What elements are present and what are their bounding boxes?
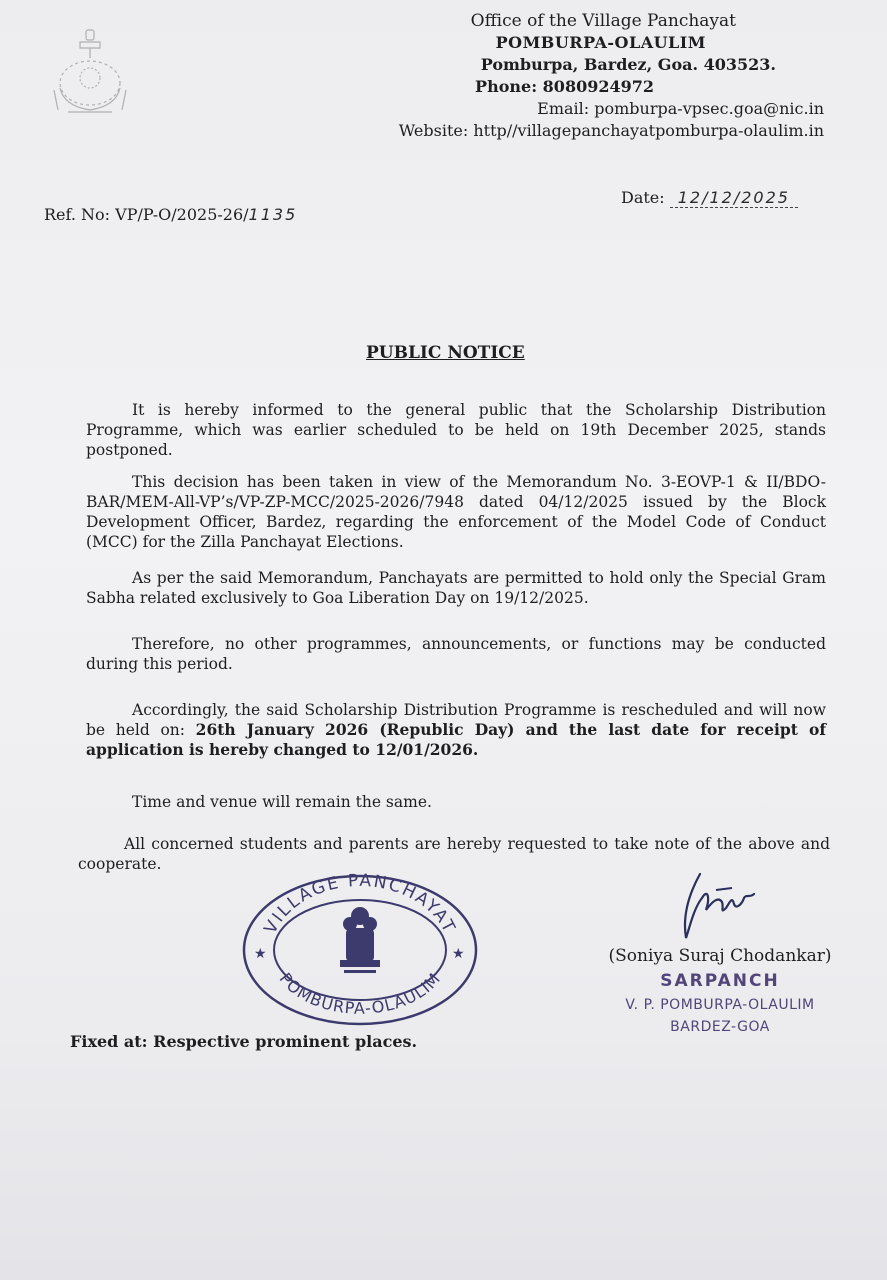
signatory-name: (Soniya Suraj Chodankar)	[608, 946, 832, 966]
paragraph-1: It is hereby informed to the general public that the Scholarship Distribution Programme, which was earlier scheduled to be held on 19th December 2025, stands postponed.	[86, 401, 826, 459]
website: Website: http//villagepanchayatpomburpa-olaulim.in	[398, 121, 824, 140]
paragraph-7: All concerned students and parents are hereby requested to take note of the above and cooperate.	[78, 835, 830, 873]
paragraph-3: As per the said Memorandum, Panchayats are permitted to hold only the Special Gram Sabha related exclusively to Goa Liberation Day on 19/12/2025.	[86, 569, 826, 607]
signatory-block	[592, 944, 848, 1038]
date-label: Date:	[621, 188, 665, 207]
phone: Phone: 8080924972	[475, 77, 654, 96]
signatory-org-line-1: V. P. POMBURPA-OLAULIM	[625, 997, 815, 1013]
address: Pomburpa, Bardez, Goa. 403523.	[480, 55, 776, 74]
reference-handwritten-number: 1135	[248, 205, 298, 224]
signature-icon	[672, 868, 762, 948]
date-handwritten-value: 12/12/2025	[670, 188, 798, 208]
official-stamp	[240, 868, 480, 1028]
reference-label: Ref. No: VP/P-O/2025-26/	[44, 205, 249, 224]
letterhead	[399, 10, 824, 142]
rescheduled-date-text: 26th January 2026 (Republic Day) and the last date for receipt of application is hereby changed to 12/01/2026.	[86, 720, 826, 759]
panchayat-name: POMBURPA-OLAULIM	[495, 33, 706, 52]
stamp-bottom-text: POMBURPA-OLAULIM	[275, 968, 445, 1018]
fixed-at-note: Fixed at: Respective prominent places.	[70, 1032, 418, 1051]
email: Email: pomburpa-vpsec.goa@nic.in	[537, 99, 824, 118]
stamp-top-text: VILLAGE PANCHAYAT	[260, 870, 460, 938]
notice-title: PUBLIC NOTICE	[366, 343, 525, 363]
office-title: Office of the Village Panchayat	[470, 11, 736, 31]
state-emblem-icon	[48, 28, 132, 124]
paragraph-5: Accordingly, the said Scholarship Distribution Programme is rescheduled and will now be held on: 26th January 2026 (Republic Day) and the last date for receipt of application is hereby changed to 12/01/2026.	[86, 701, 826, 759]
paragraph-4: Therefore, no other programmes, announcements, or functions may be conducted during this period.	[86, 635, 826, 673]
signatory-role: SARPANCH	[660, 971, 780, 991]
paragraph-2: This decision has been taken in view of the Memorandum No. 3-EOVP-1 & II/BDO-BAR/MEM-All-VP’s/VP-ZP-MCC/2025-2026/7948 dated 04/12/2025 issued by the Block Development Officer, Bardez, regarding the enforcement of the Model Code of Conduct (MCC) for the Zilla Panchayat Elections.	[86, 473, 826, 551]
date-line	[621, 188, 798, 207]
signatory-org-line-2: BARDEZ-GOA	[670, 1019, 770, 1035]
paragraph-6: Time and venue will remain the same.	[132, 793, 432, 811]
stamp-star-left-icon: ★	[254, 946, 267, 962]
reference-number	[44, 205, 297, 224]
stamp-star-right-icon: ★	[452, 946, 465, 962]
lion-capital-emblem-icon	[340, 907, 380, 973]
